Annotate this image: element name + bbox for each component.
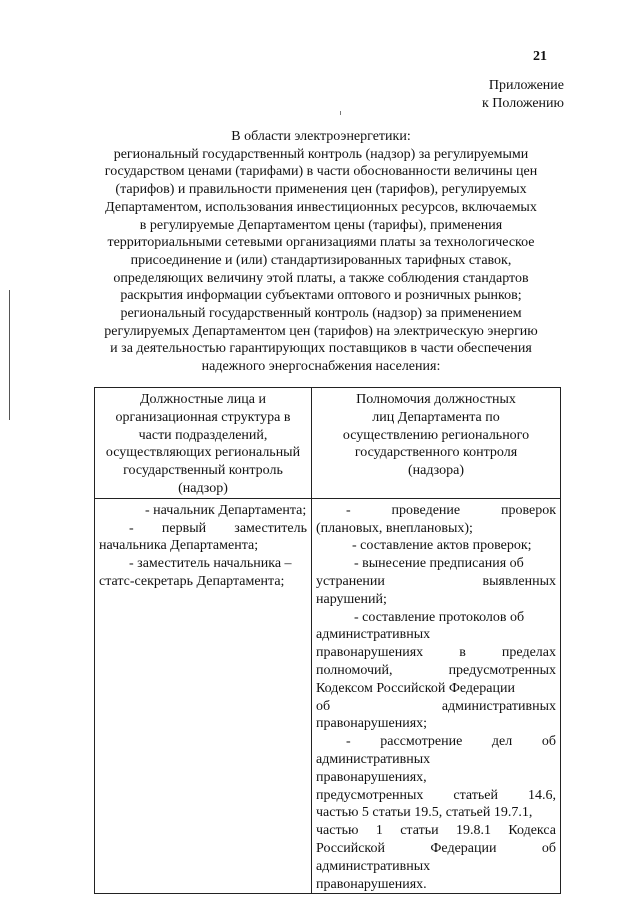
word: Федерации bbox=[430, 840, 497, 856]
word: административных bbox=[441, 698, 556, 714]
power-line: нарушений; bbox=[316, 591, 387, 607]
word: выявленных bbox=[482, 573, 556, 589]
word: в bbox=[459, 645, 466, 661]
power-line bbox=[316, 502, 556, 520]
official-first-deputy-cont: начальника Департамента; bbox=[99, 538, 259, 554]
header-line: Полномочия должностных bbox=[356, 392, 516, 407]
word: 14.6, bbox=[527, 787, 556, 803]
word: первый bbox=[161, 520, 207, 536]
word: - bbox=[346, 502, 351, 518]
dash: - bbox=[129, 520, 134, 536]
word: предусмотренных bbox=[448, 662, 556, 678]
heading-line: присоединение и (или) стандартизированных тарифных ставок, bbox=[130, 252, 512, 268]
officials-cell bbox=[95, 498, 312, 894]
word: полномочий, bbox=[316, 662, 393, 678]
word: об bbox=[316, 698, 331, 714]
page-number: 21 bbox=[533, 49, 547, 64]
word: заместитель bbox=[234, 520, 307, 536]
power-line: правонарушениях. bbox=[316, 876, 427, 892]
power-line: частью 5 статьи 19.5, статьей 19.7.1, bbox=[316, 805, 533, 821]
heading-line: определяющих величину этой платы, а также соблюдения стандартов bbox=[113, 270, 529, 286]
word: проведение bbox=[391, 502, 461, 518]
heading-line: в регулируемые Департаментом цены (тарифы), применения bbox=[139, 217, 503, 233]
header-line: Должностные лица и bbox=[140, 392, 266, 407]
heading-line: раскрытия информации субъектами оптового и розничных рынков; bbox=[120, 288, 522, 304]
heading-line: (тарифов) и правильности применения цен (тарифов), регулируемых bbox=[115, 182, 527, 198]
heading-line: и за деятельностью гарантирующих поставщиков в части обеспечения bbox=[110, 341, 532, 357]
header-line: осуществлению регионального bbox=[342, 427, 530, 443]
word: рассмотрение bbox=[380, 734, 463, 750]
power-line bbox=[316, 733, 556, 751]
power-line bbox=[316, 822, 556, 840]
section-heading bbox=[72, 128, 570, 376]
official-head: - начальник Департамента; bbox=[145, 502, 307, 518]
power-line bbox=[316, 573, 556, 591]
power-line: - составление актов проверок; bbox=[352, 538, 532, 554]
appendix-line: к Положению bbox=[481, 96, 564, 111]
power-line bbox=[316, 662, 556, 680]
header-line: государственного контроля bbox=[354, 445, 518, 461]
power-line: административных bbox=[316, 751, 431, 767]
word: статьей bbox=[453, 787, 498, 803]
word: правонарушениях bbox=[316, 645, 424, 661]
header-line: государственный контроль bbox=[123, 463, 283, 479]
power-line: Кодексом Российской Федерации bbox=[316, 680, 515, 696]
header-officials bbox=[95, 388, 312, 499]
power-line: правонарушениях, bbox=[316, 769, 427, 785]
word: статьи bbox=[400, 823, 439, 839]
power-line: (плановых, внеплановых); bbox=[316, 520, 473, 536]
table-header-row bbox=[95, 388, 561, 499]
authorities-table bbox=[94, 387, 561, 894]
appendix-label bbox=[450, 77, 564, 113]
power-line bbox=[316, 698, 556, 716]
word: пределах bbox=[501, 645, 556, 661]
power-line bbox=[316, 644, 556, 662]
heading-line: Департаментом, использования инвестиционных ресурсов, включаемых bbox=[105, 199, 537, 215]
header-line: лиц Департамента по bbox=[372, 409, 500, 425]
header-line: (надзор) bbox=[178, 480, 228, 496]
scan-margin-mark bbox=[9, 290, 10, 420]
power-line bbox=[316, 840, 556, 858]
word: устранении bbox=[316, 573, 385, 589]
official-first-deputy bbox=[99, 520, 307, 538]
power-line: административных bbox=[316, 627, 431, 643]
official-deputy: - заместитель начальника – bbox=[129, 556, 292, 572]
word: - bbox=[346, 734, 351, 750]
header-line: (надзора) bbox=[408, 463, 464, 479]
header-line: части подразделений, bbox=[138, 427, 268, 443]
appendix-line: Приложение bbox=[488, 78, 564, 93]
header-line: организационная структура в bbox=[115, 409, 291, 425]
official-deputy-cont: статс-секретарь Департамента; bbox=[99, 573, 285, 589]
word: частью bbox=[316, 823, 359, 839]
word: 1 bbox=[375, 823, 383, 839]
heading-line: надежного энергоснабжения населения: bbox=[201, 359, 441, 375]
power-line: - вынесение предписания об bbox=[354, 556, 524, 572]
table-row bbox=[95, 498, 561, 894]
heading-line: регулируемых Департаментом цен (тарифов) на электрическую энергию bbox=[104, 323, 538, 339]
word: предусмотренных bbox=[316, 787, 424, 803]
word: дел bbox=[491, 734, 513, 750]
word: об bbox=[541, 734, 556, 750]
heading-line: территориальными сетевыми организациями платы за технологическое bbox=[107, 235, 535, 251]
power-line: - составление протоколов об bbox=[354, 609, 525, 625]
scan-speck bbox=[340, 111, 341, 115]
powers-cell bbox=[312, 498, 561, 894]
word: Кодекса bbox=[508, 823, 556, 839]
word: об bbox=[541, 840, 556, 856]
heading-line: государством ценами (тарифами) в части обоснованности величины цен bbox=[104, 164, 538, 180]
header-powers bbox=[312, 388, 561, 499]
heading-line: В области электроэнергетики: bbox=[231, 129, 411, 144]
heading-line: региональный государственный контроль (надзор) за применением bbox=[120, 306, 522, 322]
power-line: правонарушениях; bbox=[316, 716, 428, 732]
word: Российской bbox=[316, 840, 385, 856]
heading-line: региональный государственный контроль (надзор) за регулируемыми bbox=[113, 146, 529, 162]
power-line bbox=[316, 787, 556, 805]
word: проверок bbox=[500, 502, 556, 518]
word: 19.8.1 bbox=[455, 823, 491, 839]
power-line: административных bbox=[316, 858, 431, 874]
header-line: осуществляющих региональный bbox=[105, 445, 301, 461]
